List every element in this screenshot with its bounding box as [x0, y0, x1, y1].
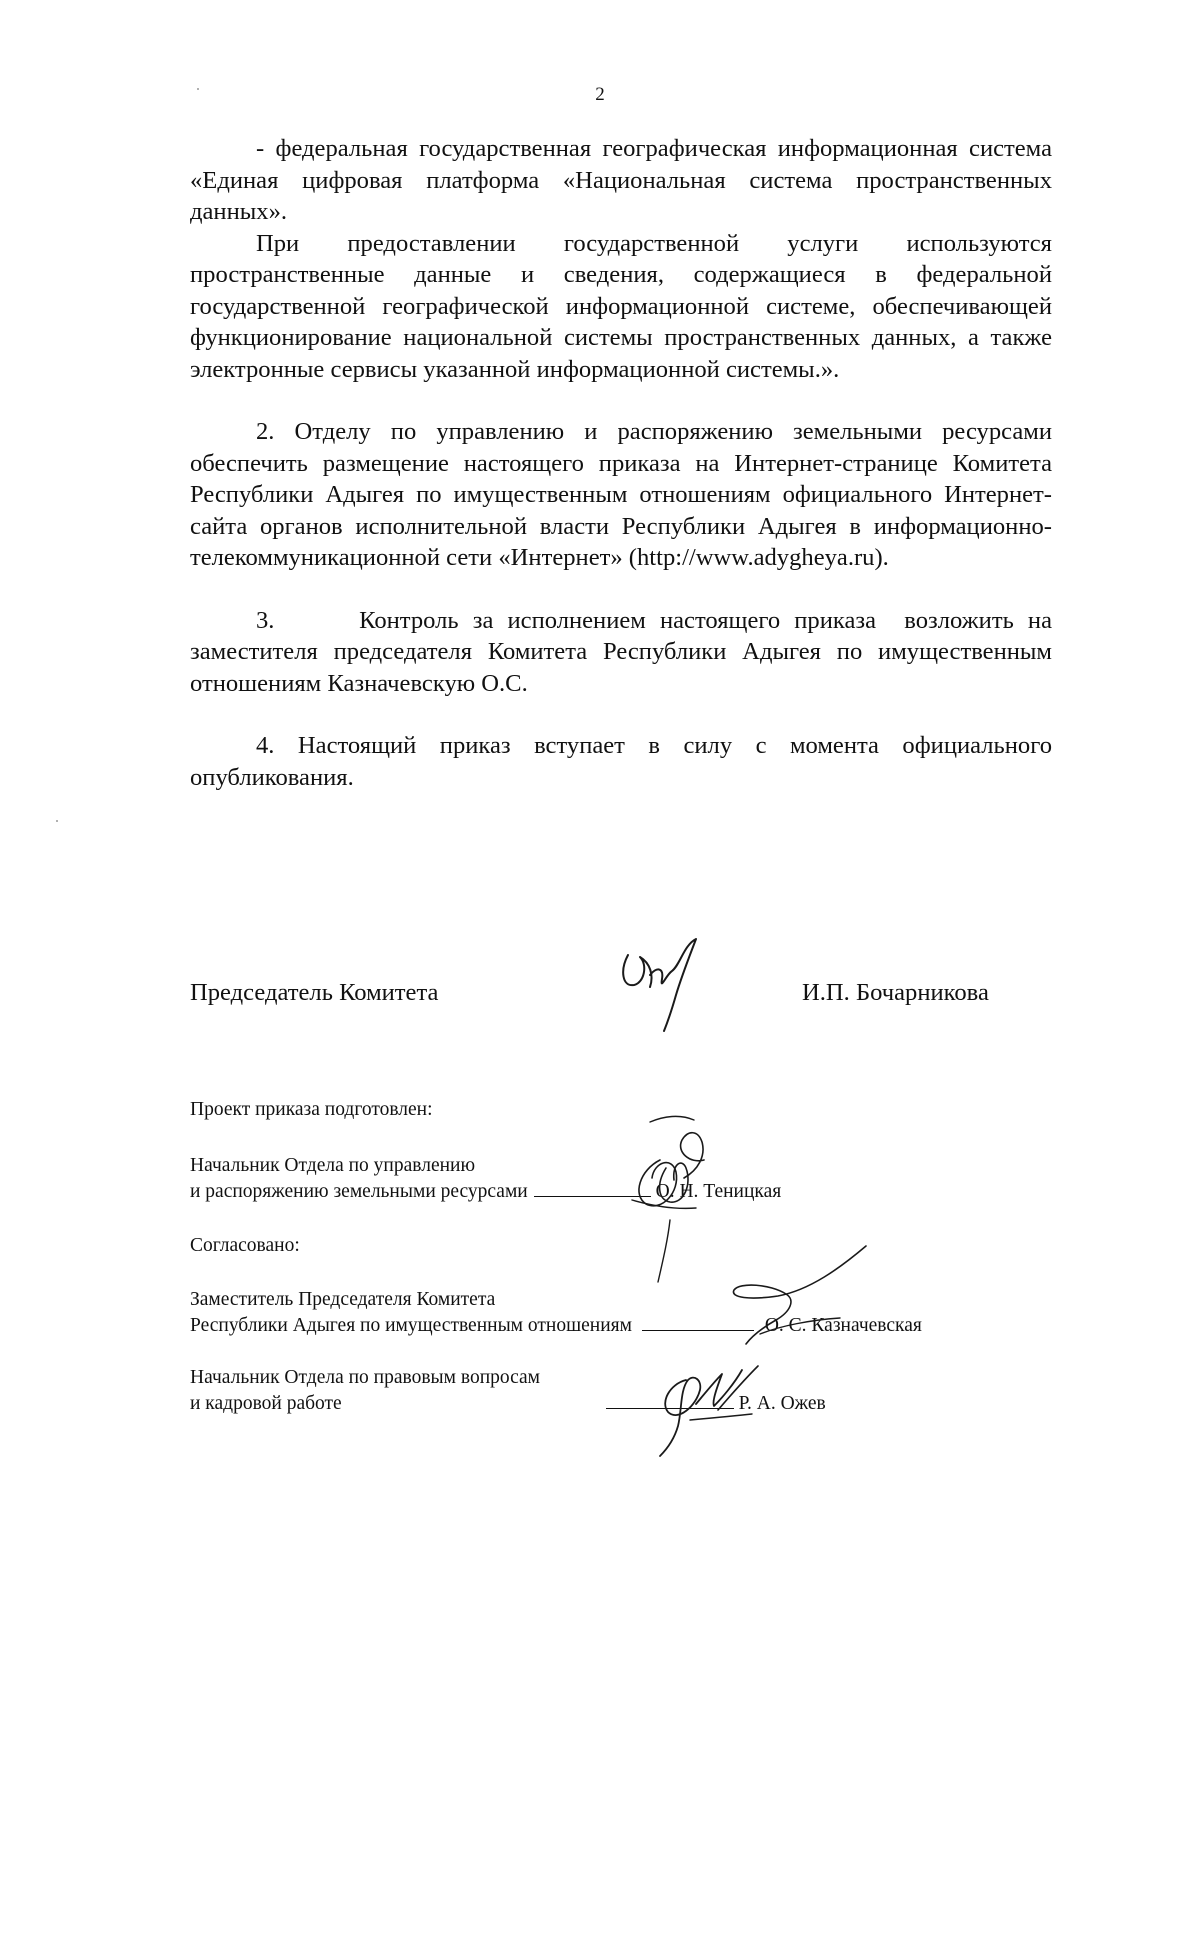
legal-handwritten-signature: [630, 1340, 780, 1460]
deputy-role-line1: Заместитель Председателя Комитета: [190, 1289, 496, 1310]
deputy-name: О. С. Казначевская: [764, 1315, 922, 1336]
preparer-name: О. Н. Теницкая: [655, 1181, 782, 1202]
deputy-row: [190, 1312, 1090, 1338]
legal-role-line1: Начальник Отдела по правовым вопросам: [190, 1367, 541, 1388]
paragraph-item-3: 3. Контроль за исполнением настоящего приказа возложить на заместителя председателя Комитета Республики Адыгея по имущественным отношениям Казначевскую О.С.: [190, 606, 1059, 697]
paragraph-item-2: 2. Отделу по управлению и распоряжению земельными ресурсами обеспечить размещение настоящего приказа на Интернет-странице Комитета Республики Адыгея по имущественным отношениям официального Интернет-сайта органов исполнительной власти Республики Адыгея в информационно-телекоммуникационной сети «Интернет» (http://www.adygheya.ru).: [190, 418, 1052, 571]
legal-role-line2: и кадровой работе: [190, 1393, 342, 1414]
scan-speck: [56, 820, 58, 822]
preparer-role-line1: Начальник Отдела по управлению: [190, 1155, 476, 1176]
paragraph-spatial-data: При предоставлении государственной услуги используются пространственные данные и сведения, содержащиеся в федеральной государственной географической информационной системе, обеспечивающей функционирование национальной системы пространственных данных, а также электронные сервисы указанной информационной системы.».: [190, 229, 1052, 383]
paragraph-item-4: 4. Настоящий приказ вступает в силу с момента официального опубликования.: [190, 732, 1052, 791]
agreed-label: Согласовано:: [190, 1235, 300, 1256]
deputy-role-line2: Республики Адыгея по имущественным отношениям: [190, 1315, 632, 1336]
prepared-label: Проект приказа подготовлен:: [190, 1099, 433, 1120]
chair-role: Председатель Комитета: [190, 979, 439, 1006]
paragraph-list-item: - федеральная государственная географическая информационная система «Единая цифровая платформа «Национальная система пространственных данных».: [190, 135, 1052, 225]
legal-name: Р. А. Ожев: [738, 1393, 826, 1414]
page-number: 2: [595, 84, 605, 105]
preparer-role-line2: и распоряжению земельными ресурсами: [190, 1181, 528, 1202]
chair-handwritten-signature: [610, 935, 710, 1035]
chair-name: И.П. Бочарникова: [802, 979, 989, 1006]
document-body: [190, 133, 1059, 793]
